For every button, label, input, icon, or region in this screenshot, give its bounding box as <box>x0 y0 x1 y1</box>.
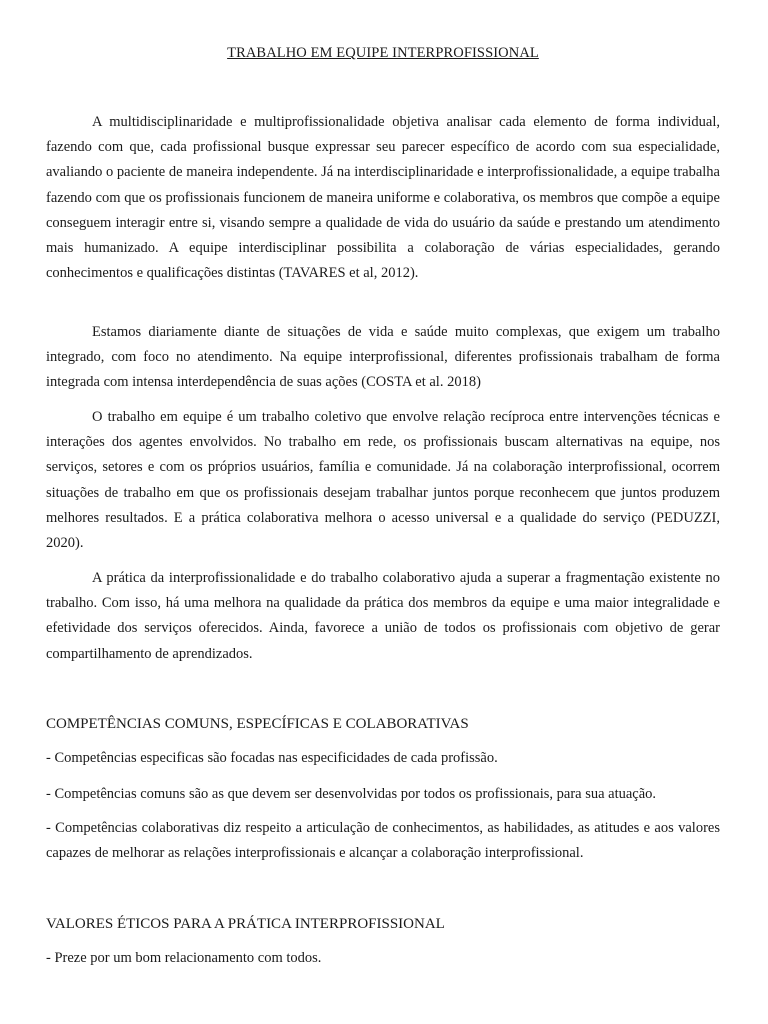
paragraph-2: Estamos diariamente diante de situações de vida e saúde muito complexas, que exigem um trabalho integrado, com foco no atendimento. Na equipe interprofissional, diferentes profissionais trabalham de forma integrada com intensa interdependência de suas ações (COSTA et al. 2018) <box>46 324 720 391</box>
paragraph-4: A prática da interprofissionalidade e do trabalho colaborativo ajuda a superar a fragmentação existente no trabalho. Com isso, há uma melhora na qualidade da prática dos membros da equipe e uma maior integralidade e efetividade dos serviços oferecidos. Ainda, favorece a união de todos os profissionais com objetivo de gerar compartilhamento de aprendizados. <box>46 570 720 662</box>
list-item-competencia-especifica: - Competências especificas são focadas nas especificidades de cada profissão. <box>46 750 498 766</box>
document-title: TRABALHO EM EQUIPE INTERPROFISSIONAL <box>227 45 539 61</box>
list-item-competencia-colaborativa: - Competências colaborativas diz respeito a articulação de conhecimentos, as habilidades, as atitudes e aos valores capazes de melhorar as relações interprofissionais e alcançar a colaboração interprofissional. <box>46 820 720 862</box>
section-heading-competencias: COMPETÊNCIAS COMUNS, ESPECÍFICAS E COLABORATIVAS <box>46 716 469 732</box>
list-item-competencia-comum: - Competências comuns são as que devem ser desenvolvidas por todos os profissionais, para sua atuação. <box>46 786 657 802</box>
list-item-valor-relacionamento: - Preze por um bom relacionamento com todos. <box>46 950 322 966</box>
section-heading-valores: VALORES ÉTICOS PARA A PRÁTICA INTERPROFISSIONAL <box>46 916 445 932</box>
paragraph-1: A multidisciplinaridade e multiprofissionalidade objetiva analisar cada elemento de forma individual, fazendo com que, cada profissional busque expressar seu parecer específico de acordo com sua especialidade, avaliando o paciente de maneira independente. Já na interdisciplinaridade e interprofissionalidade, a equipe trabalha fazendo com que os profissionais funcionem de maneira uniforme e colaborativa, os membros que compõe a equipe conseguem interagir entre si, visando sempre a qualidade de vida do usuário da saúde e prestando um atendimento mais humanizado. A equipe interdisciplinar possibilita a colaboração de várias especialidades, gerando conhecimentos e qualificações distintas (TAVARES et al, 2012). <box>46 114 720 282</box>
paragraph-3: O trabalho em equipe é um trabalho coletivo que envolve relação recíproca entre intervenções técnicas e interações dos agentes envolvidos. No trabalho em rede, os profissionais buscam alternativas na equipe, nos serviços, setores e com os próprios usuários, família e comunidade. Já na colaboração interprofissional, ocorrem situações de trabalho em que os profissionais desejam trabalhar juntos porque reconhecem que juntos produzem melhores resultados. E a prática colaborativa melhora o acesso universal e a qualidade do serviço (PEDUZZI, 2020). <box>46 409 720 552</box>
